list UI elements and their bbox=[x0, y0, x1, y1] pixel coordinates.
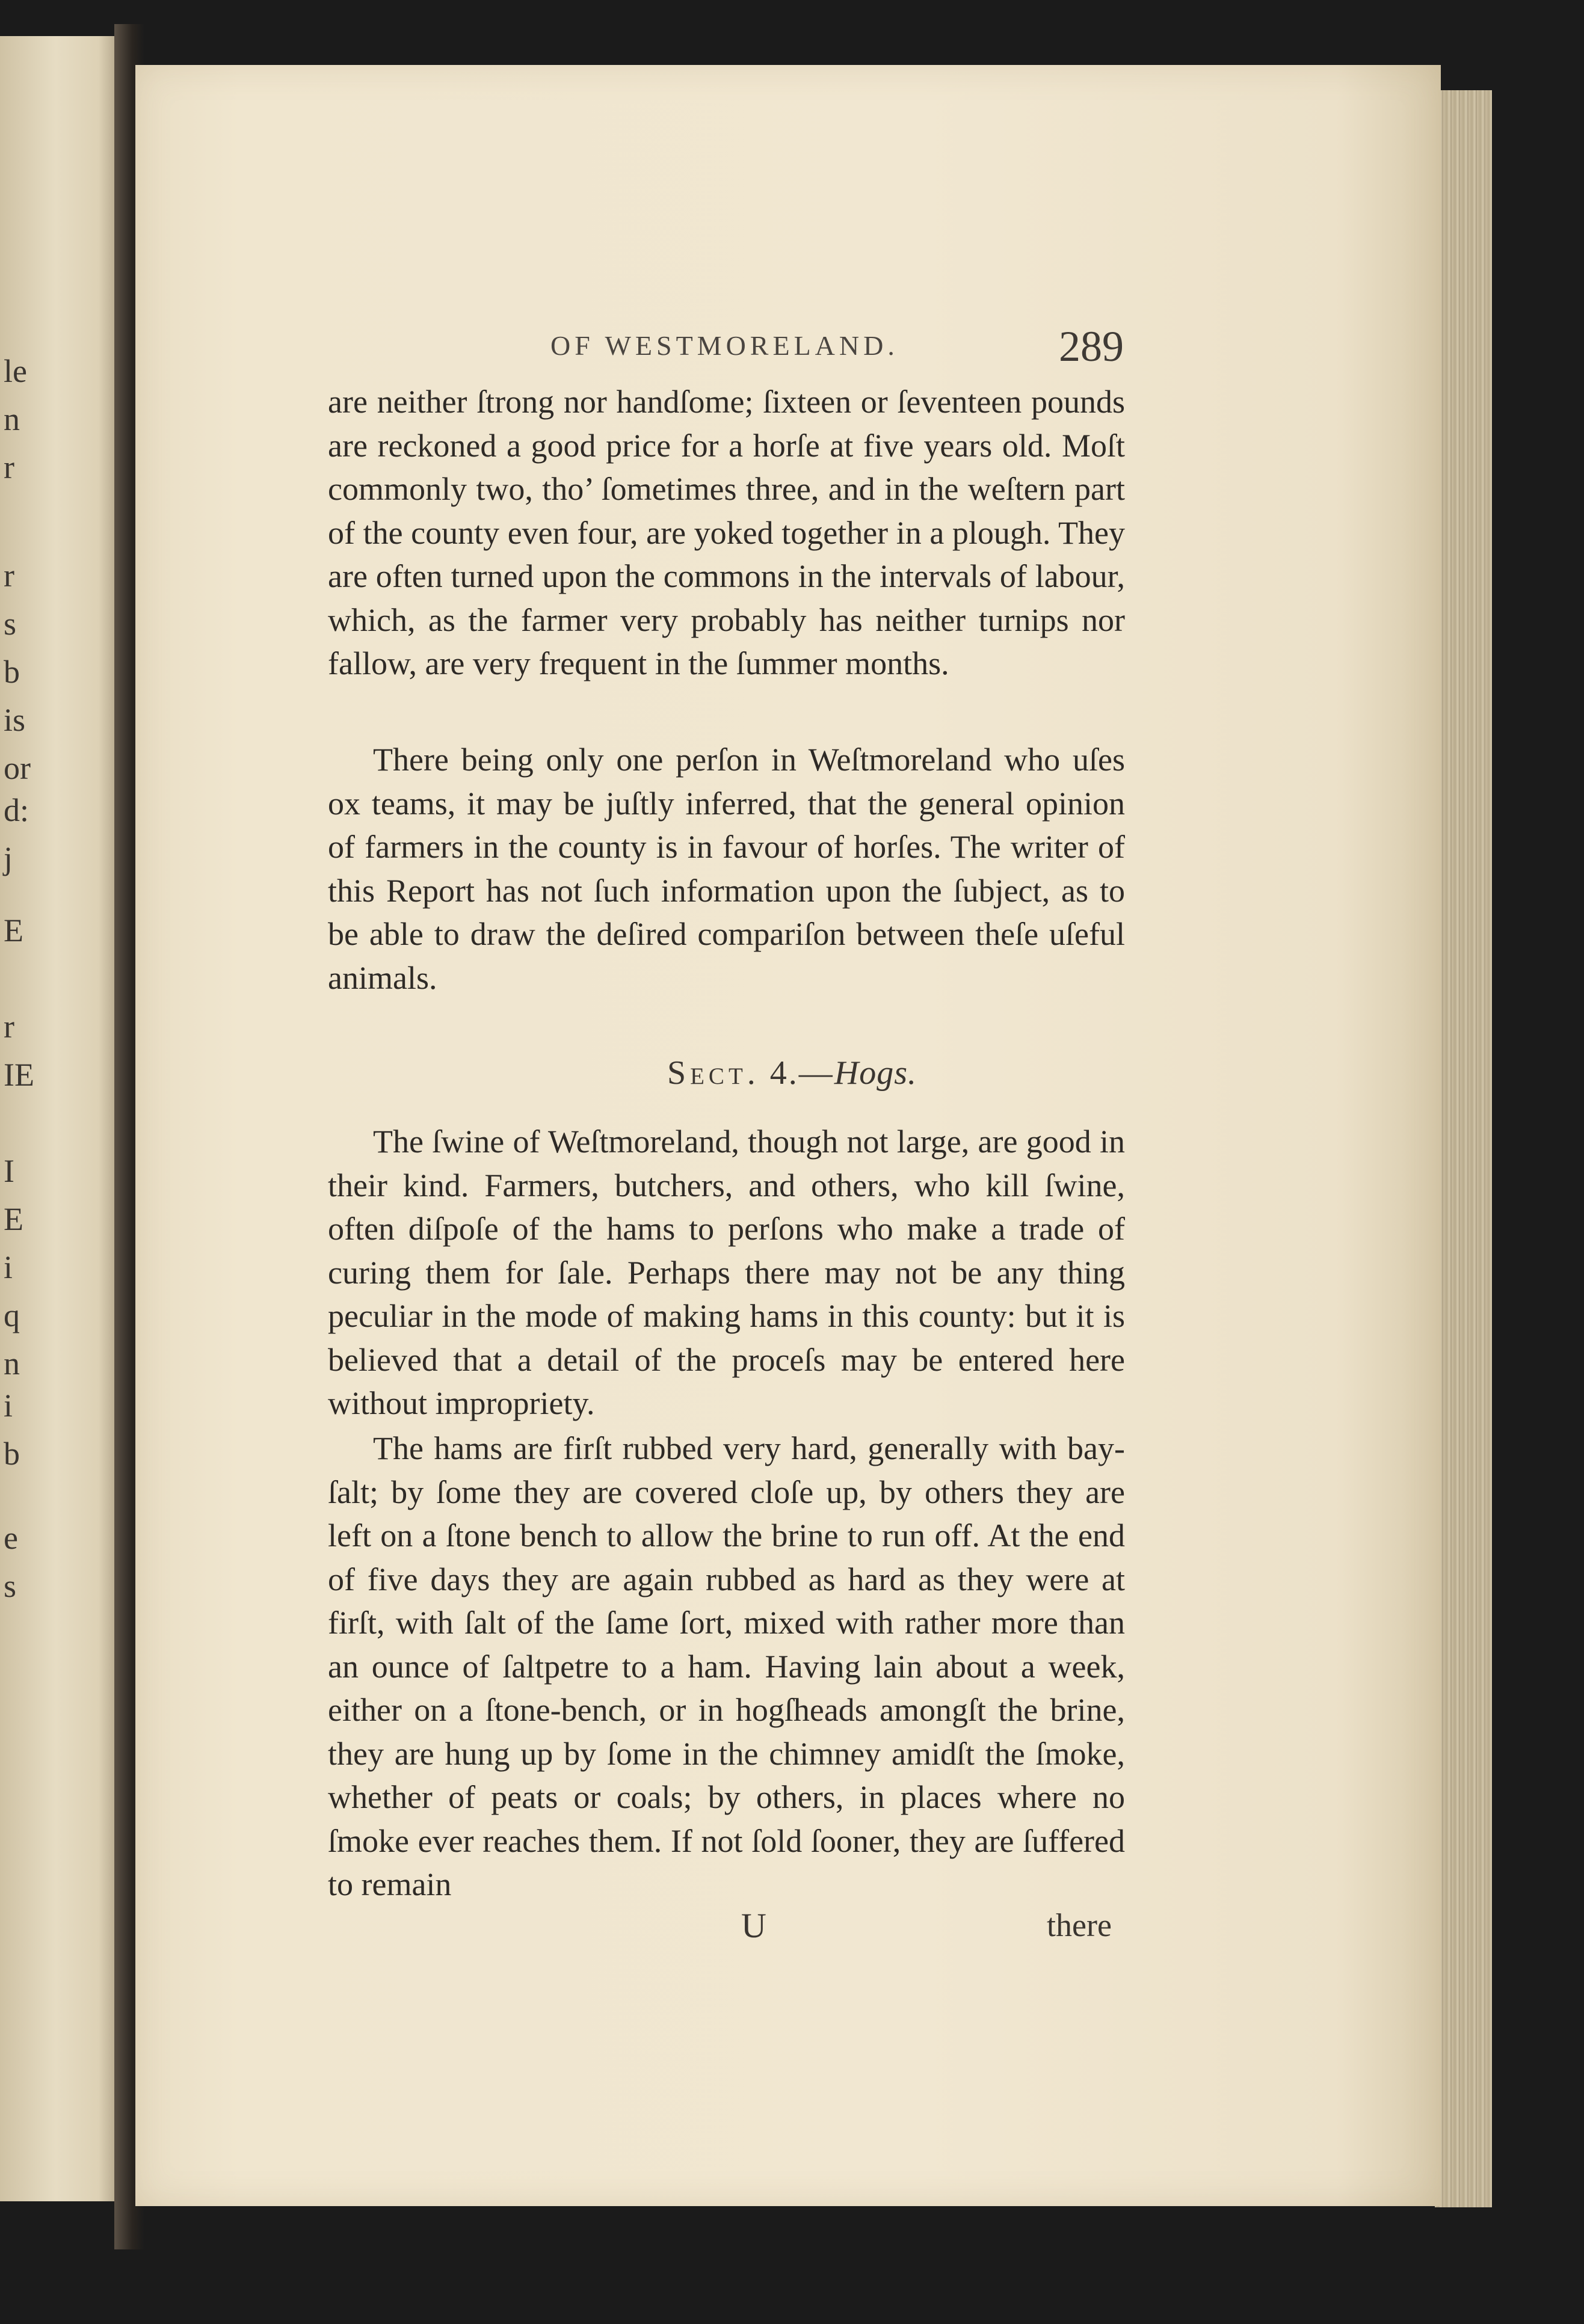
paragraph-text: The ſwine of Weſtmoreland, though not large, are good in their kind. Farmers, butchers, and others, who kill ſwine, often diſpoſe of the hams to perſons who make a trade of curing them for ſale. Perhaps there may not be any thing peculiar in the mode of making hams in this county: but it is believed that a detail of the proceſs may be entered here without impropriety. bbox=[328, 1124, 1125, 1421]
catchword: there bbox=[1047, 1907, 1112, 1943]
left-page-fragment: d: bbox=[4, 792, 29, 828]
left-page-fragment: b bbox=[4, 1436, 20, 1472]
paragraph-text: There being only one perſon in Weſtmoreland who uſes ox teams, it may be juſtly inferred, that the general opinion of farmers in the county is in favour of horſes. The writer of this Report has not ſuch information upon the ſubject, as to be able to draw the deſired compariſon between theſe uſeful animals. bbox=[328, 742, 1125, 996]
previous-page-edge bbox=[0, 36, 123, 2201]
page-stack-edges bbox=[1435, 90, 1492, 2207]
paragraph-swine bbox=[328, 1120, 1125, 1425]
left-page-fragment: r bbox=[4, 1009, 14, 1045]
left-page-fragment: s bbox=[4, 1568, 17, 1604]
section-heading bbox=[0, 1054, 1584, 1092]
left-page-fragment: j bbox=[4, 840, 13, 876]
left-page-fragment: I bbox=[4, 1153, 14, 1189]
left-page-fragment: IE bbox=[4, 1057, 34, 1093]
paragraph-horses bbox=[328, 380, 1125, 686]
left-page-fragment: n bbox=[4, 1345, 20, 1382]
paragraph-ox-teams bbox=[328, 738, 1125, 1000]
left-page-fragment: is bbox=[4, 702, 26, 738]
left-page-fragment: b bbox=[4, 654, 20, 690]
section-label: Sect. bbox=[667, 1054, 760, 1092]
running-title: OF WESTMORELAND. bbox=[550, 330, 899, 361]
left-page-fragment: E bbox=[4, 1201, 23, 1237]
left-page-fragment: or bbox=[4, 750, 31, 786]
left-page-fragment: n bbox=[4, 401, 20, 437]
left-page-fragment: E bbox=[4, 912, 23, 948]
section-number: 4.— bbox=[769, 1054, 834, 1092]
paragraph-hams bbox=[328, 1427, 1125, 1907]
section-title: Hogs. bbox=[834, 1054, 917, 1092]
paragraph-text: are neither ſtrong nor handſome; ſixteen or ſeventeen pounds are reckoned a good price for a horſe at five years old. Moſt commonly two, tho’ ſometimes three, and in the weſtern part of the county even four, are yoked together in a plough. They are often turned upon the commons in the intervals of labour, which, as the farmer very probably has neither turnips nor fallow, are very frequent in the ſummer months. bbox=[328, 384, 1125, 681]
left-page-fragment: i bbox=[4, 1388, 13, 1424]
left-page-fragment: le bbox=[4, 353, 27, 389]
left-page-fragment: r bbox=[4, 449, 14, 485]
left-page-fragment: i bbox=[4, 1249, 13, 1285]
paragraph-text: The hams are firſt rubbed very hard, generally with bay-ſalt; by ſome they are covered cloſe up, by others they are left on a ſtone bench to allow the brine to run off. At the end of five days they are again rubbed as hard as they were at firſt, with ſalt of the ſame ſort, mixed with rather more than an ounce of ſaltpetre to a ham. Having lain about a week, either on a ſtone-bench, or in hogſheads amongſt the brine, they are hung up by ſome in the chimney amidſt the ſmoke, whether of peats or coals; by others, in places where no ſmoke ever reaches them. If not ſold ſooner, they are ſuffered to remain bbox=[328, 1430, 1125, 1902]
signature-mark: U bbox=[741, 1906, 766, 1945]
left-page-fragment: e bbox=[4, 1520, 18, 1556]
left-page-fragment: s bbox=[4, 606, 17, 642]
left-page-fragment: r bbox=[4, 558, 14, 594]
left-page-fragment: q bbox=[4, 1297, 20, 1333]
page-number: 289 bbox=[1059, 322, 1124, 370]
